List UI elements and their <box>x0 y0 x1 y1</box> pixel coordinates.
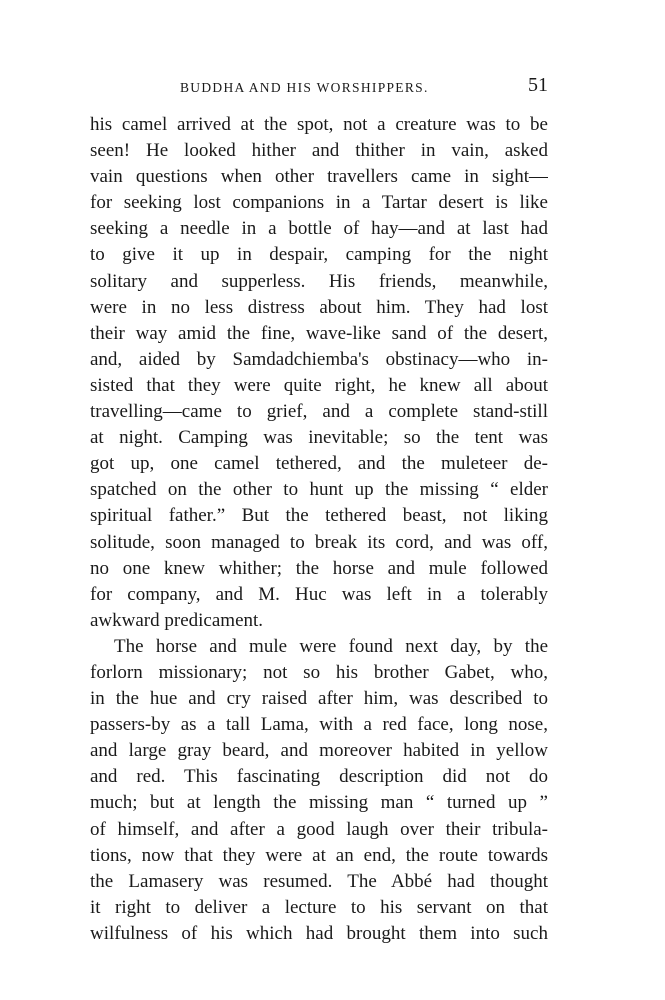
text-line: The horse and mule were found next day, by the <box>114 635 548 657</box>
body-text <box>90 112 548 947</box>
text-line: and, aided by Samdadchiemba's obstinacy—who in- <box>90 348 548 370</box>
text-line: forlorn missionary; not so his brother Gabet, who, <box>90 661 548 683</box>
text-line: sisted that they were quite right, he knew all about <box>90 374 548 396</box>
text-line: of himself, and after a good laugh over their tribula- <box>90 818 548 840</box>
running-head <box>90 74 548 98</box>
text-line: at night. Camping was inevitable; so the tent was <box>90 427 548 449</box>
text-line: tions, now that they were at an end, the route towards <box>90 844 548 866</box>
text-line: to give it up in despair, camping for the night <box>90 244 548 266</box>
text-line: for seeking lost companions in a Tartar desert is like <box>90 192 548 214</box>
text-line: and large gray beard, and moreover habited in yellow <box>90 740 548 762</box>
text-line: seen! He looked hither and thither in vain, asked <box>90 140 548 162</box>
text-line: for company, and M. Huc was left in a tolerably <box>90 583 548 605</box>
text-line: spiritual father.” But the tethered beast, not liking <box>90 505 548 527</box>
text-line: got up, one camel tethered, and the muleteer de- <box>90 453 548 475</box>
text-line: spatched on the other to hunt up the missing “ elder <box>90 479 548 501</box>
text-line: solitude, soon managed to break its cord, and was off, <box>90 531 548 553</box>
text-line: travelling—came to grief, and a complete stand-still <box>90 401 548 423</box>
text-line: seeking a needle in a bottle of hay—and at last had <box>90 218 548 240</box>
text-line: in the hue and cry raised after him, was described to <box>90 688 548 710</box>
text-line: wilfulness of his which had brought them into such <box>90 922 548 944</box>
text-line: vain questions when other travellers came in sight— <box>90 166 548 188</box>
text-line: passers-by as a tall Lama, with a red face, long nose, <box>90 714 548 736</box>
text-line: were in no less distress about him. They had lost <box>90 296 548 318</box>
text-line: their way amid the fine, wave-like sand of the desert, <box>90 322 548 344</box>
running-title: BUDDHA AND HIS WORSHIPPERS. <box>180 80 429 95</box>
text-line: solitary and supperless. His friends, meanwhile, <box>90 270 548 292</box>
text-line: the Lamasery was resumed. The Abbé had thought <box>90 870 548 892</box>
text-line: his camel arrived at the spot, not a creature was to be <box>90 114 548 135</box>
text-line: it right to deliver a lecture to his servant on that <box>90 896 548 918</box>
text-line: and red. This fascinating description did not do <box>90 766 548 788</box>
text-line: awkward predicament. <box>90 609 264 631</box>
text-line: no one knew whither; the horse and mule followed <box>90 557 548 579</box>
page-number: 51 <box>528 74 548 96</box>
text-line: much; but at length the missing man “ turned up ” <box>90 792 548 814</box>
